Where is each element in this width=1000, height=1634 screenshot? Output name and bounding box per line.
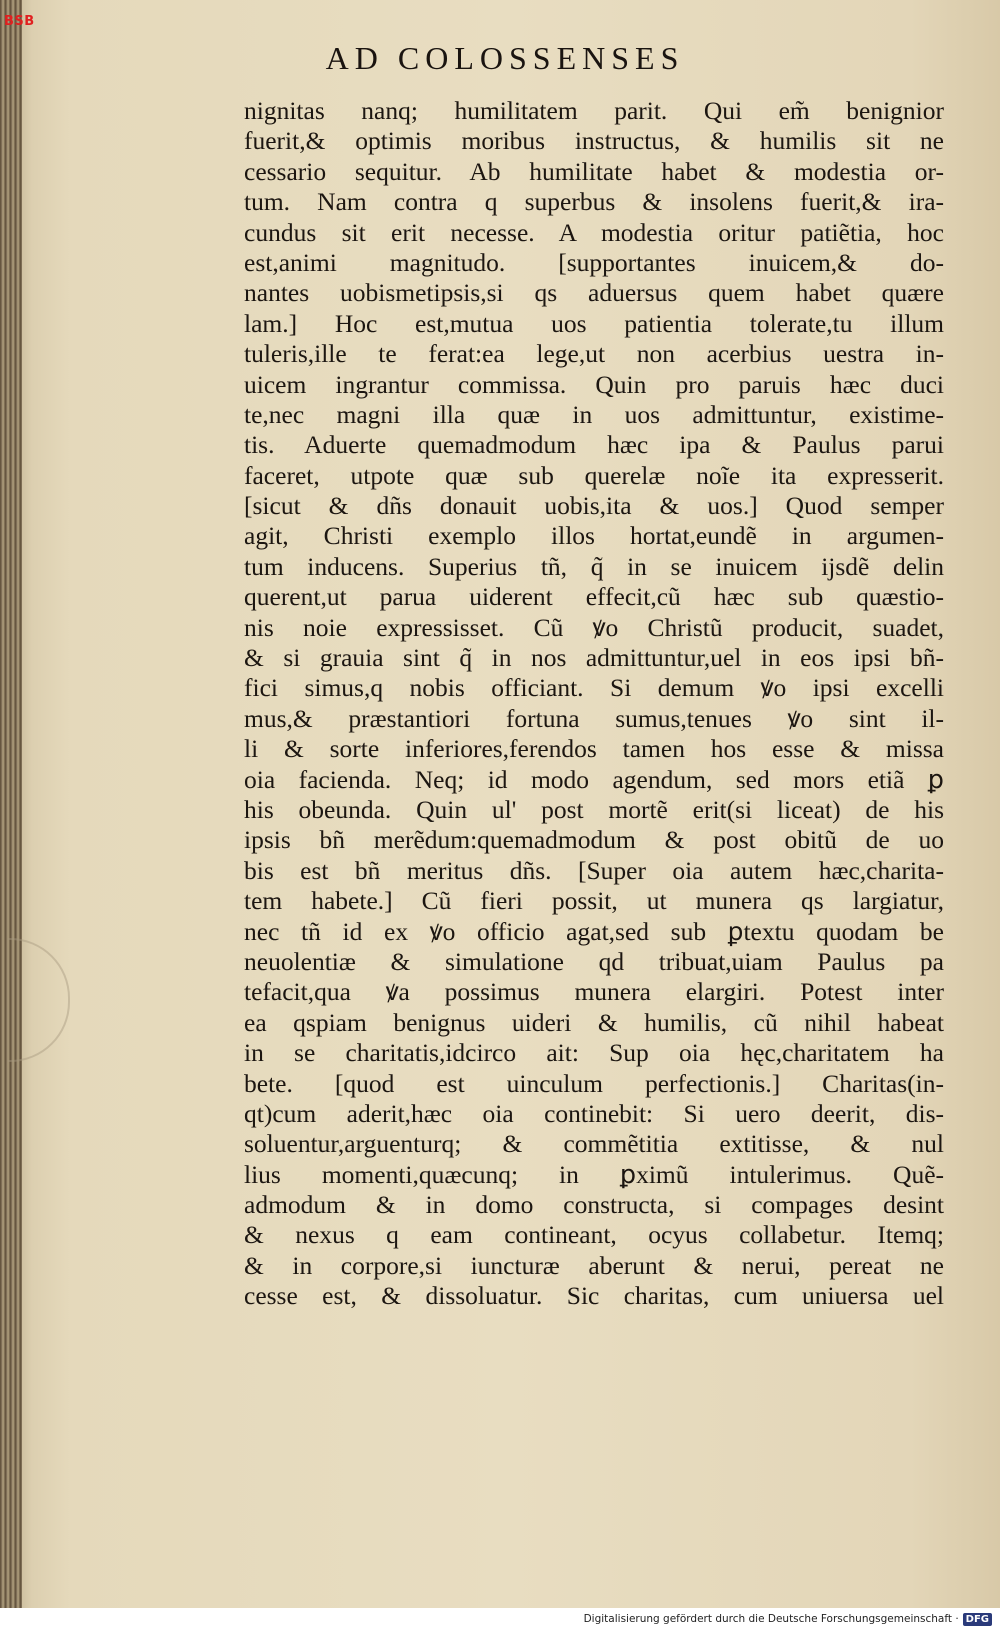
text-line: & si grauia sint q̃ in nos admittuntur,uel in eos ipsi bñ- xyxy=(244,643,944,673)
text-line: bete. [quod est uinculum perfectionis.] Charitas(in- xyxy=(244,1068,944,1098)
body-text xyxy=(244,96,944,1312)
text-line: his obeunda. Quin ul' post mortẽ erit(si liceat) de his xyxy=(244,794,944,824)
text-line: tem habete.] Cũ fieri possit, ut munera qs largiatur, xyxy=(244,886,944,916)
text-line: bis est bñ meritus dñs. [Super oia autem hæc,charita- xyxy=(244,855,944,885)
text-line: fuerit,& optimis moribus instructus, & humilis sit ne xyxy=(244,126,944,156)
footer-text: Digitalisierung gefördert durch die Deutsche Forschungsgemeinschaft · xyxy=(583,1613,959,1625)
text-line: ipsis bñ merẽdum:quemadmodum & post obitũ de uo xyxy=(244,825,944,855)
text-line: tuleris,ille te ferat:ea lege,ut non acerbius uestra in- xyxy=(244,339,944,369)
running-header: AD COLOSSENSES xyxy=(325,40,685,76)
text-line: nis noie expressisset. Cũ ꝟo Christũ producit, suadet, xyxy=(244,612,944,642)
text-line: soluentur,arguenturq; & commẽtitia extitisse, & nul xyxy=(244,1129,944,1159)
text-line: admodum & in domo constructa, si compages desint xyxy=(244,1190,944,1220)
text-line: lius momenti,quæcunq; in ꝑximũ intulerimus. Quẽ- xyxy=(244,1159,944,1189)
text-line: querent,ut parua uiderent effecit,cũ hæc sub quæstio- xyxy=(244,582,944,612)
text-line: qt)cum aderit,hæc oia continebit: Si uero deerit, dis- xyxy=(244,1098,944,1128)
text-line: cessario sequitur. Ab humilitate habet & modestia or- xyxy=(244,156,944,186)
text-line: oia facienda. Neq; id modo agendum, sed mors etiã ꝑ xyxy=(244,764,944,794)
text-line: cesse est, & dissoluatur. Sic charitas, cum uniuersa uel xyxy=(244,1281,944,1311)
text-line: est,animi magnitudo. [supportantes inuicem,& do- xyxy=(244,247,944,277)
text-line: tum. Nam contra q superbus & insolens fuerit,& ira- xyxy=(244,187,944,217)
text-line: & in corpore,si iuncturæ aberunt & nerui, pereat ne xyxy=(244,1250,944,1280)
text-line: in se charitatis,idcirco ait: Sup oia hęc,charitatem ha xyxy=(244,1038,944,1068)
text-line: tefacit,qua ꝟa possimus munera elargiri. Potest inter xyxy=(244,977,944,1007)
text-line: nec tñ id ex ꝟo officio agat,sed sub ꝑtextu quodam be xyxy=(244,916,944,946)
text-line: [sicut & dñs donauit uobis,ita & uos.] Quod semper xyxy=(244,491,944,521)
text-line: nignitas nanq; humilitatem parit. Qui em̃ benignior xyxy=(244,96,944,125)
text-line: li & sorte inferiores,ferendos tamen hos esse & missa xyxy=(244,734,944,764)
text-line: mus,& præstantiori fortuna sumus,tenues ꝟo sint il- xyxy=(244,703,944,733)
text-line: neuolentiæ & simulatione qd tribuat,uiam Paulus pa xyxy=(244,946,944,976)
text-line: cundus sit erit necesse. A modestia oritur patiẽtia, hoc xyxy=(244,217,944,247)
text-line: agit, Christi exemplo illos hortat,eundẽ in argumen- xyxy=(244,521,944,551)
text-line: tis. Aduerte quemadmodum hæc ipa & Paulus parui xyxy=(244,430,944,460)
text-line: nantes uobismetipsis,si qs aduersus quem habet quære xyxy=(244,278,944,308)
text-line: ea qspiam benignus uideri & humilis, cũ nihil habeat xyxy=(244,1007,944,1037)
text-line: faceret, utpote quæ sub querelæ noĩe ita expresserit. xyxy=(244,460,944,490)
funding-footer xyxy=(584,1610,992,1628)
text-line: & nexus q eam contineant, ocyus collabetur. Itemq; xyxy=(244,1220,944,1250)
text-line: te,nec magni illa quæ in uos admittuntur, existime- xyxy=(244,399,944,429)
dfg-logo: DFG xyxy=(963,1613,992,1626)
text-line: tum inducens. Superius tñ, q̃ in se inuicem ijsdẽ delin xyxy=(244,551,944,581)
page-edge-stack xyxy=(0,0,22,1608)
text-line: fici simus,q nobis officiant. Si demum ꝟo ipsi excelli xyxy=(244,673,944,703)
text-line: uicem ingrantur commissa. Quin pro paruis hæc duci xyxy=(244,369,944,399)
text-line: lam.] Hoc est,mutua uos patientia tolerate,tu illum xyxy=(244,308,944,338)
library-stamp: BSB xyxy=(4,14,35,29)
